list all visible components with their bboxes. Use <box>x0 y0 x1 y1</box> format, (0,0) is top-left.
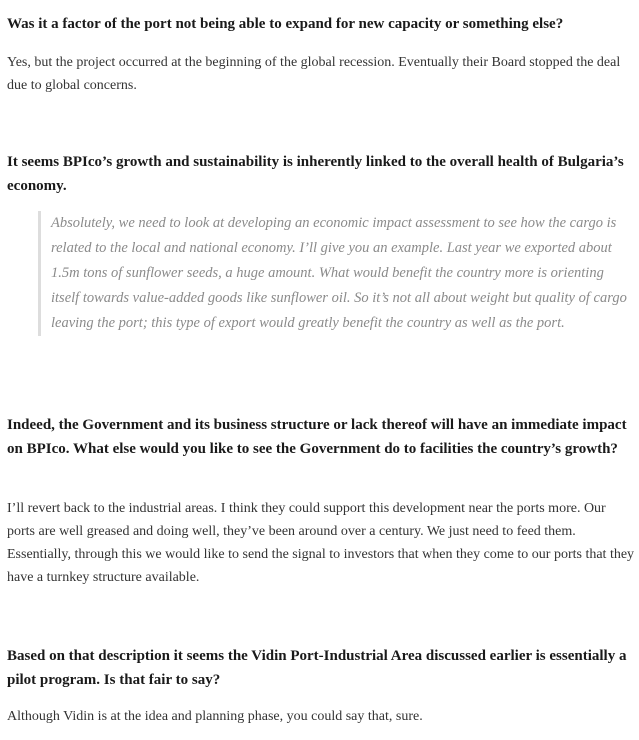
quote-paragraph: Absolutely, we need to look at developing an economic impact assessment to see how the cargo is related to the local and national economy. I’ll give you an example. Last year we exported about 1.5m tons of sunflower seeds, a huge amount. What would benefit the country more is orienting itself towards value-added goods like sunflower oil. So it’s not all about weight but quality of cargo leaving the port; this type of export would greatly benefit the country as well as the port. <box>51 215 627 331</box>
question-heading: It seems BPIco’s growth and sustainability is inherently linked to the overall health of Bulgaria’s economy. <box>7 154 624 194</box>
question-heading: Based on that description it seems the Vidin Port-Industrial Area discussed earlier is essentially a pilot program. Is that fair to say? <box>7 648 627 688</box>
question-heading: Was it a factor of the port not being able to expand for new capacity or something else? <box>7 16 564 32</box>
answer-paragraph: I’ll revert back to the industrial areas. I think they could support this development near the ports more. Our ports are well greased and doing well, they’ve been around over a century. We just need to feed them. Essentially, through this we would like to send the signal to investors that when they come to our ports that they have a turnkey structure available. <box>7 501 635 585</box>
answer-paragraph: Yes, but the project occurred at the beginning of the global recession. Eventually their Board stopped the deal due to global concerns. <box>7 55 621 93</box>
question-heading: Indeed, the Government and its business structure or lack thereof will have an immediate impact on BPIco. What else would you like to see the Government do to facilities the country’s growth? <box>7 417 627 457</box>
answer-paragraph: Although Vidin is at the idea and planning phase, you could say that, sure. <box>7 709 423 724</box>
blockquote <box>38 211 631 336</box>
